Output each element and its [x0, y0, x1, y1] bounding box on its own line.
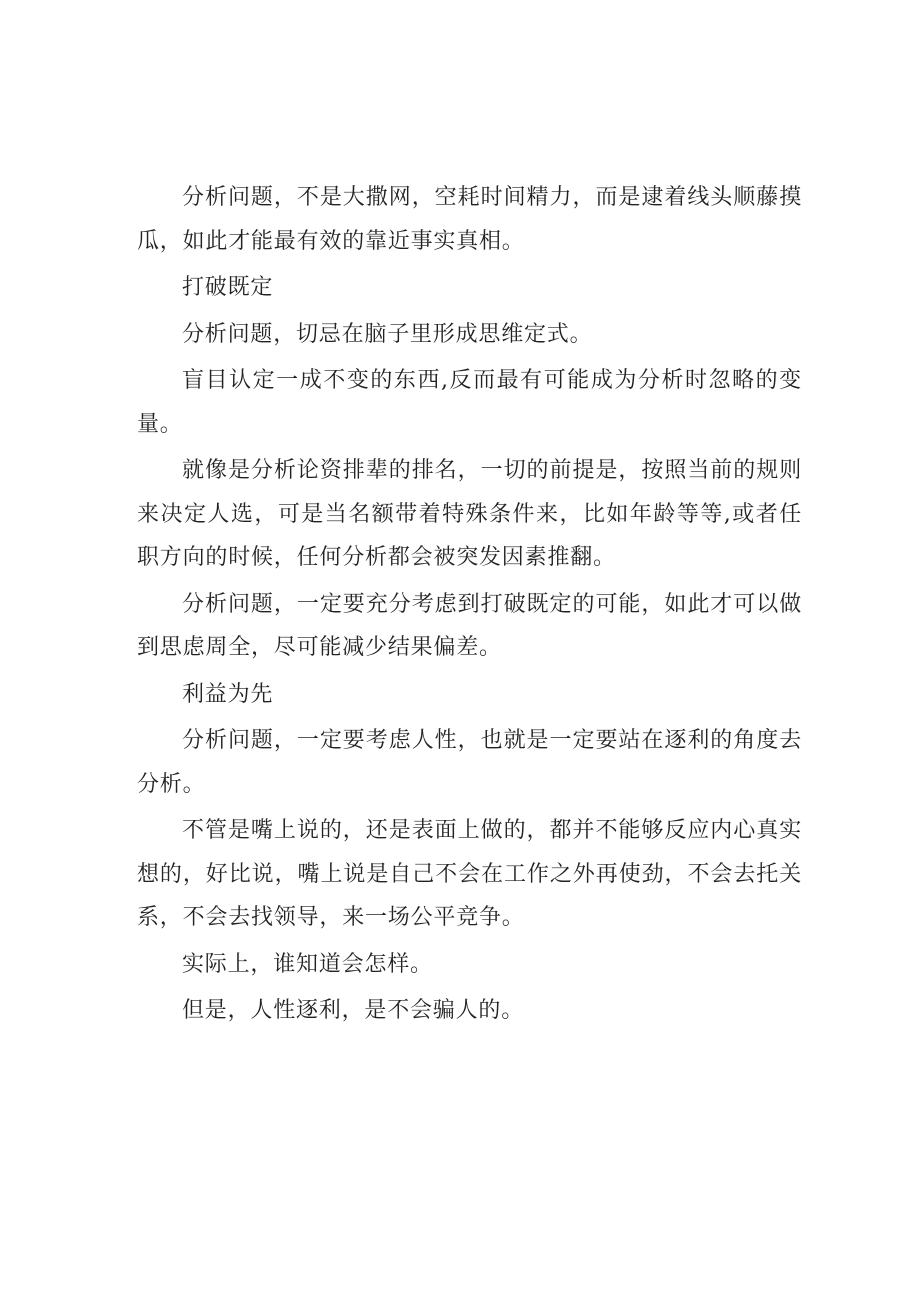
paragraph-7: 不管是嘴上说的，还是表面上做的，都并不能够反应内心真实想的，好比说，嘴上说是自己不会在工作之外再使劲，不会去托关系，不会去找领导，来一场公平竞争。 — [137, 818, 802, 930]
paragraph-6: 分析问题，一定要考虑人性，也就是一定要站在逐利的角度去分析。 — [137, 728, 802, 797]
paragraph-4: 就像是分析论资排辈的排名，一切的前提是，按照当前的规则来决定人选，可是当名额带着特殊条件来，比如年龄等等,或者任职方向的时候，任何分析都会被突发因素推翻。 — [137, 458, 802, 570]
section-heading-interest-first: 利益为先 — [182, 681, 274, 707]
paragraph-8: 实际上，谁知道会怎样。 — [182, 951, 433, 977]
paragraph-3: 盲目认定一成不变的东西,反而最有可能成为分析时忽略的变量。 — [137, 368, 802, 437]
paragraph-1: 分析问题，不是大撒网，空耗时间精力，而是逮着线头顺藤摸瓜，如此才能最有效的靠近事实真相。 — [137, 185, 802, 254]
paragraph-9: 但是，人性逐利，是不会骗人的。 — [182, 998, 525, 1023]
document-body — [137, 176, 802, 1036]
paragraph-2: 分析问题，切忌在脑子里形成思维定式。 — [182, 321, 593, 347]
section-heading-break-assumptions: 打破既定 — [182, 275, 274, 300]
paragraph-5: 分析问题，一定要充分考虑到打破既定的可能，如此才可以做到思虑周全，尽可能减少结果偏差。 — [137, 591, 802, 660]
